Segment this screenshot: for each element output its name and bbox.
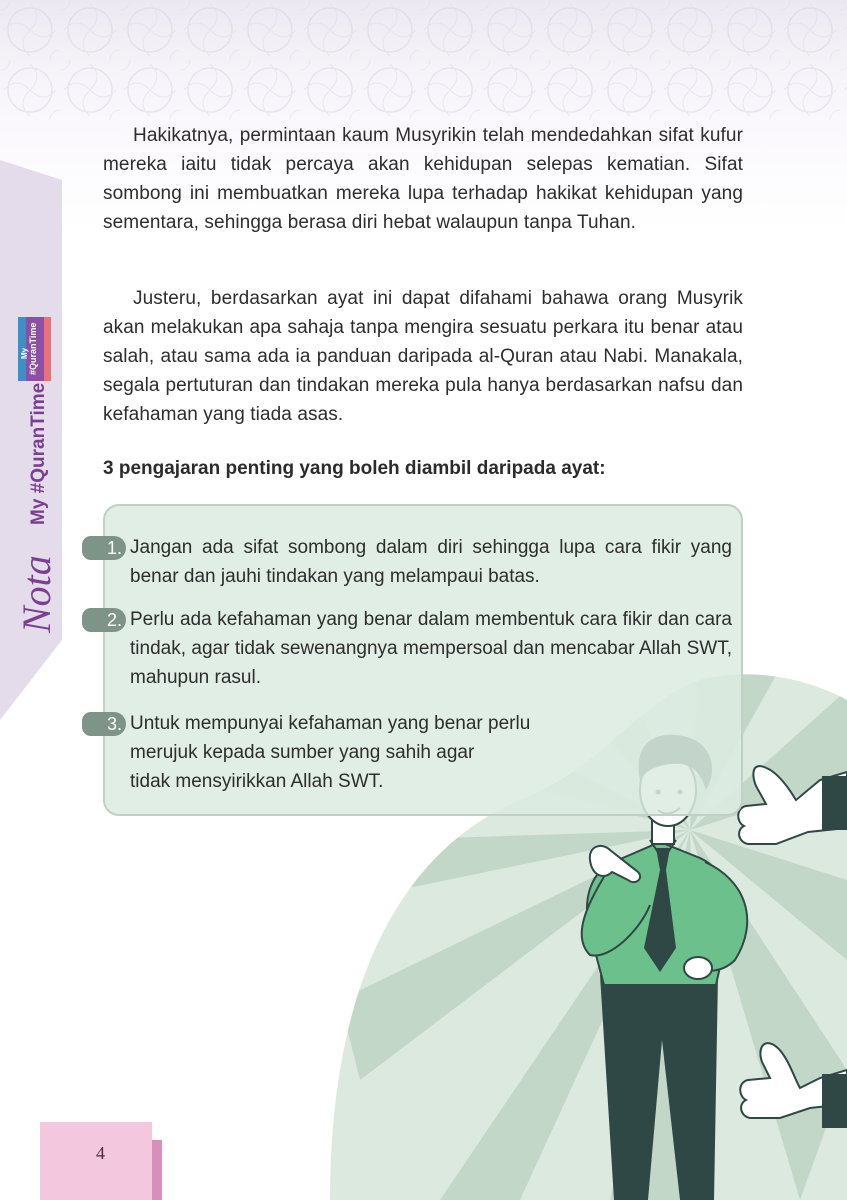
page-number: 4 bbox=[96, 1143, 105, 1163]
lesson-line: merujuk kepada sumber yang sahih agar bbox=[130, 742, 475, 763]
lesson-line: tidak mensyirikkan Allah SWT. bbox=[130, 771, 384, 792]
logo-text: #QuranTime bbox=[28, 322, 38, 375]
logo-top-text: My bbox=[20, 347, 29, 359]
lesson-number-badge: 2. bbox=[82, 608, 126, 632]
page-tab-edge bbox=[152, 1140, 162, 1200]
lesson-text: Perlu ada kefahaman yang benar dalam membentuk cara fikir dan cara tindak, agar tidak sewenangnya mempersoal dan mencabar Allah SWT, mahupun rasul. bbox=[130, 609, 732, 688]
body-paragraph-1: Hakikatnya, permintaan kaum Musyrikin telah mendedahkan sifat kufur mereka iaitu tidak percaya akan kehidupan selepas kematian. Sifat sombong ini membuatkan mereka lupa terhadap hakikat kehidupan yang sementara, sehingga berasa diri hebat walaupun tanpa Tuhan. bbox=[103, 125, 743, 233]
section-heading: 3 pengajaran penting yang boleh diambil daripada ayat: bbox=[103, 458, 606, 479]
lesson-number-badge: 1. bbox=[82, 536, 126, 560]
lesson-line: Untuk mempunyai kefahaman yang benar perlu bbox=[130, 713, 531, 734]
lesson-text bbox=[130, 709, 600, 796]
side-script: Nota bbox=[14, 555, 59, 633]
lesson-text: Jangan ada sifat sombong dalam diri sehingga lupa cara fikir yang benar dan jauhi tindakan yang melampaui batas. bbox=[130, 537, 732, 587]
lesson-number-badge: 3. bbox=[82, 712, 126, 736]
side-title: My #QuranTime bbox=[28, 382, 49, 525]
lesson-item-1 bbox=[82, 533, 732, 591]
lesson-item-2 bbox=[82, 605, 732, 692]
lesson-item-3 bbox=[82, 709, 732, 796]
body-paragraph-2: Justeru, berdasarkan ayat ini dapat difahami bahawa orang Musyrik akan melakukan apa sahaja tanpa mengira sesuatu perkara itu benar atau salah, atau sama ada ia panduan daripada al-Quran atau Nabi. Manakala, segala pertuturan dan tindakan mereka pula hanya berdasarkan nafsu dan kefahaman yang tiada asas. bbox=[103, 288, 743, 425]
